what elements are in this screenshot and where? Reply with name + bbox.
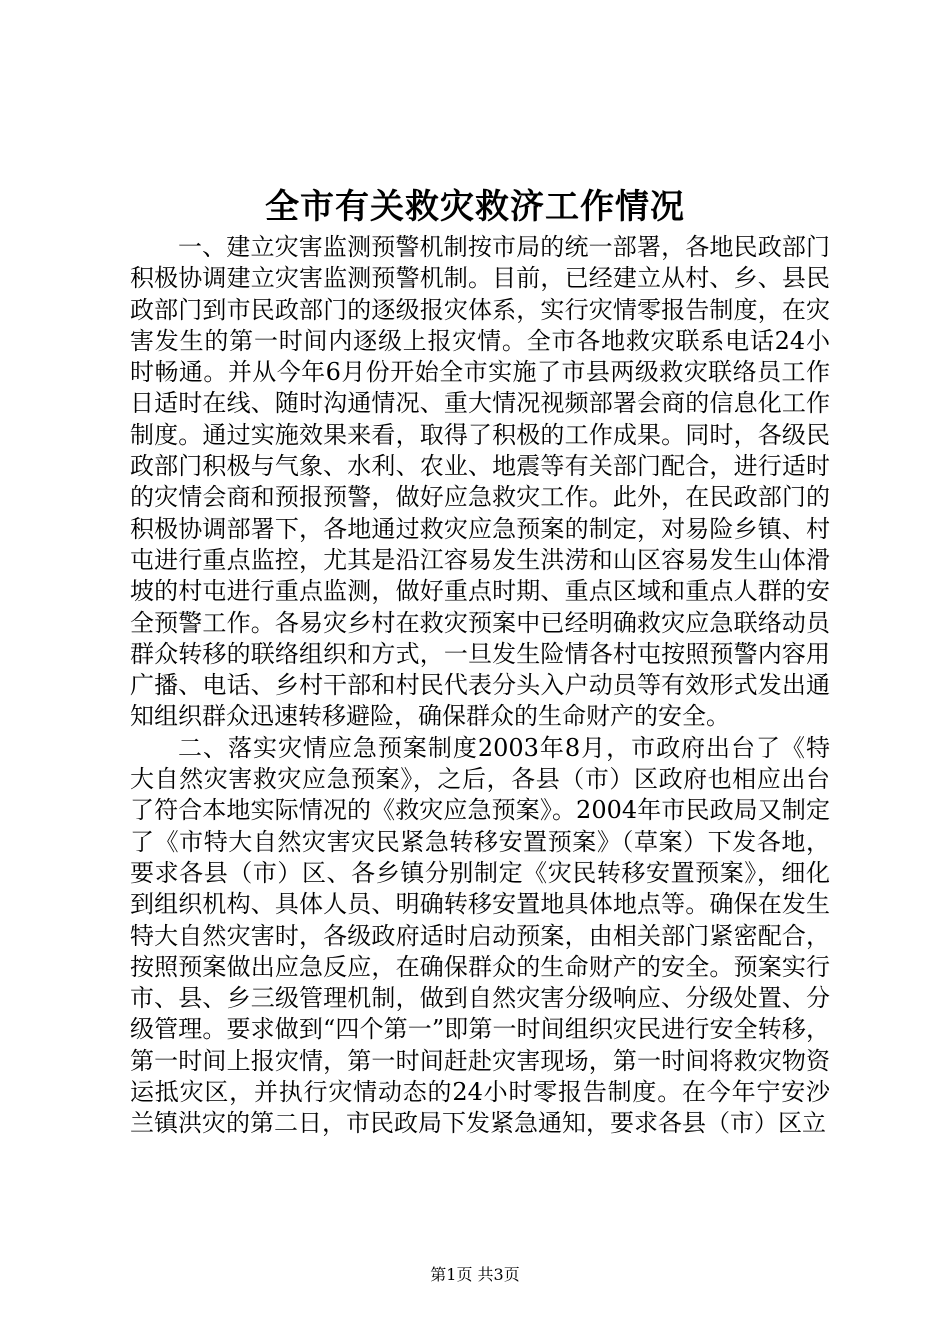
paragraph-1: 一、建立灾害监测预警机制按市局的统一部署，各地民政部门积极协调建立灾害监测预警机制。目前，已经建立从村、乡、县民政部门到市民政部门的逐级报灾体系，实行灾情零报告制度，在灾害发生的第一时间内逐级上报灾情。全市各地救灾联系电话24小时畅通。并从今年6月份开始全市实施了市县两级救灾联络员工作日适时在线、随时沟通情况、重大情况视频部署会商的信息化工作制度。通过实施效果来看，取得了积极的工作成果。同时，各级民政部门积极与气象、水利、农业、地震等有关部门配合，进行适时的灾情会商和预报预警，做好应急救灾工作。此外，在民政部门的积极协调部署下，各地通过救灾应急预案的制定，对易险乡镇、村屯进行重点监控，尤其是沿江容易发生洪涝和山区容易发生山体滑坡的村屯进行重点监测，做好重点时期、重点区域和重点人群的安全预警工作。各易灾乡村在救灾预案中已经明确救灾应急联络动员群众转移的联络组织和方式，一旦发生险情各村屯按照预警内容用广播、电话、乡村干部和村民代表分头入户动员等有效形式发出通知组织群众迅速转移避险，确保群众的生命财产的安全。 bbox=[130, 233, 830, 731]
document-body bbox=[130, 232, 830, 1140]
paragraph-2: 二、落实灾情应急预案制度2003年8月，市政府出台了《特大自然灾害救灾应急预案》，之后，各县（市）区政府也相应出台了符合本地实际情况的《救灾应急预案》。2004年市民政局又制定了《市特大自然灾害灾民紧急转移安置预案》（草案）下发各地，要求各县（市）区、各乡镇分别制定《灾民转移安置预案》，细化到组织机构、具体人员、明确转移安置地具体地点等。确保在发生特大自然灾害时，各级政府适时启动预案，由相关部门紧密配合，按照预案做出应急反应，在确保群众的生命财产的安全。预案实行市、县、乡三级管理机制，做到自然灾害分级响应、分级处置、分级管理。要求做到“四个第一”即第一时间组织灾民进行安全转移，第一时间上报灾情，第一时间赶赴灾害现场，第一时间将救灾物资运抵灾区，并执行灾情动态的24小时零报告制度。在今年宁安沙兰镇洪灾的第二日，市民政局下发紧急通知，要求各县（市）区立 bbox=[130, 733, 830, 1138]
page-number-footer: 第1页 共3页 bbox=[430, 1265, 520, 1284]
document-title: 全市有关救灾救济工作情况 bbox=[265, 187, 685, 227]
